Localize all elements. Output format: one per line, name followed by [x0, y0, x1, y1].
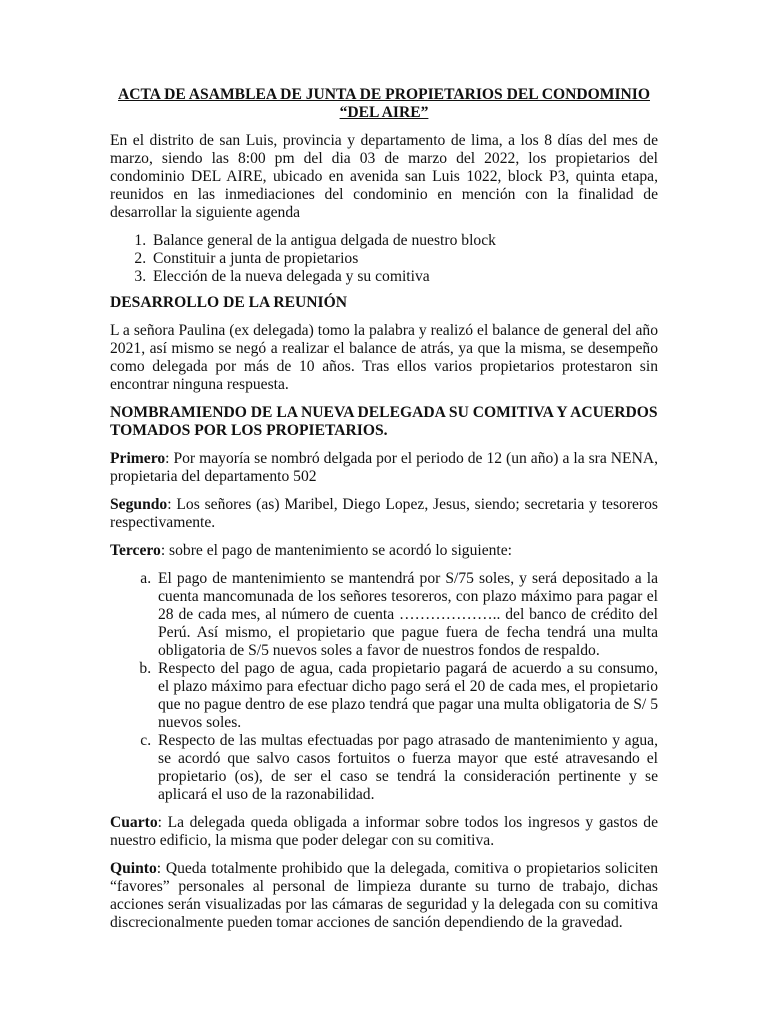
intro-paragraph: En el distrito de san Luis, provincia y departamento de lima, a los 8 días del mes de marzo, siendo las 8:00 pm del dia 03 de marzo del 2022, los propietarios del condominio DEL AIRE, ubicado en avenida san Luis 1022, block P3, quinta etapa, reunidos en las inmediaciones del condominio en mención con la finalidad de desarrollar la siguiente agenda: [110, 132, 658, 221]
tercero-label: Tercero: [110, 542, 161, 559]
desarrollo-paragraph: L a señora Paulina (ex delegada) tomo la palabra y realizó el balance de general del año 2021, así mismo se negó a realizar el balance de atrás, ya que la misma, se desempeño como delegada por más de 10 años. Tras ellos varios propietarios protestaron sin encontrar ninguna respuesta.: [110, 322, 658, 393]
document-title: [110, 86, 658, 122]
cuarto-text: : La delegada queda obligada a informar sobre todos los ingresos y gastos de nuestro edificio, la misma que poder delegar con su comitiva.: [110, 814, 658, 849]
cuarto-label: Cuarto: [110, 814, 158, 831]
agenda-item: 1. Balance general de la antigua delgada de nuestro block: [150, 232, 658, 250]
acuerdo-segundo: [110, 496, 658, 532]
agenda-item: 3. Elección de la nueva delegada y su comitiva: [150, 268, 658, 286]
agenda-list: [110, 232, 658, 286]
acuerdo-primero: [110, 450, 658, 486]
acuerdo-tercero: [110, 542, 658, 560]
acuerdo-cuarto: [110, 814, 658, 850]
tercero-item: a. El pago de mantenimiento se mantendrá por S/75 soles, y será depositado a la cuenta mancomunada de los señores tesoreros, con plazo máximo para pagar el 28 de cada mes, al número de cuenta ……………….. del banco de crédito del Perú. Así mismo, el propietario que pague fuera de fecha tendrá una multa obligatoria de S/5 nuevos soles a favor de nuestros fondos de respaldo.: [155, 570, 658, 660]
tercero-item: c. Respecto de las multas efectuadas por pago atrasado de mantenimiento y agua, se acordó que salvo casos fortuitos o fuerza mayor que esté atravesando el propietario (os), de ser el caso se tendrá la consideración pertinente y se aplicará el uso de la razonabilidad.: [155, 732, 658, 804]
segundo-text: : Los señores (as) Maribel, Diego Lopez, Jesus, siendo; secretaria y tesoreros respectivamente.: [110, 496, 658, 531]
quinto-label: Quinto: [110, 860, 157, 877]
tercero-list: [110, 570, 658, 804]
tercero-item: b. Respecto del pago de agua, cada propietario pagará de acuerdo a su consumo, el plazo máximo para efectuar dicho pago será el 20 de cada mes, el propietario que no pague dentro de ese plazo tendrá que pagar una multa obligatoria de S/ 5 nuevos soles.: [155, 660, 658, 732]
heading-desarrollo: DESARROLLO DE LA REUNIÓN: [110, 294, 347, 311]
segundo-label: Segundo: [110, 496, 168, 513]
tercero-text: : sobre el pago de mantenimiento se acordó lo siguiente:: [160, 542, 513, 559]
title-line-1: ACTA DE ASAMBLEA DE JUNTA DE PROPIETARIOS DEL CONDOMINIO: [118, 86, 650, 103]
quinto-text: : Queda totalmente prohibido que la delegada, comitiva o propietarios soliciten “favores” personales al personal de limpieza durante su turno de trabajo, dichas acciones serán visualizadas por las cámaras de seguridad y la delegada con su comitiva discrecionalmente pueden tomar acciones de sanción dependiendo de la gravedad.: [110, 860, 658, 931]
title-line-2: “DEL AIRE”: [339, 104, 429, 121]
heading-nombramiento: NOMBRAMIENDO DE LA NUEVA DELEGADA SU COMITIVA Y ACUERDOS TOMADOS POR LOS PROPIETARIOS.: [110, 404, 658, 439]
primero-text: : Por mayoría se nombró delgada por el periodo de 12 (un año) a la sra NENA, propietaria del departamento 502: [110, 450, 658, 485]
acuerdo-quinto: [110, 860, 658, 932]
agenda-item: 2. Constituir a junta de propietarios: [150, 250, 658, 268]
primero-label: Primero: [110, 450, 166, 467]
